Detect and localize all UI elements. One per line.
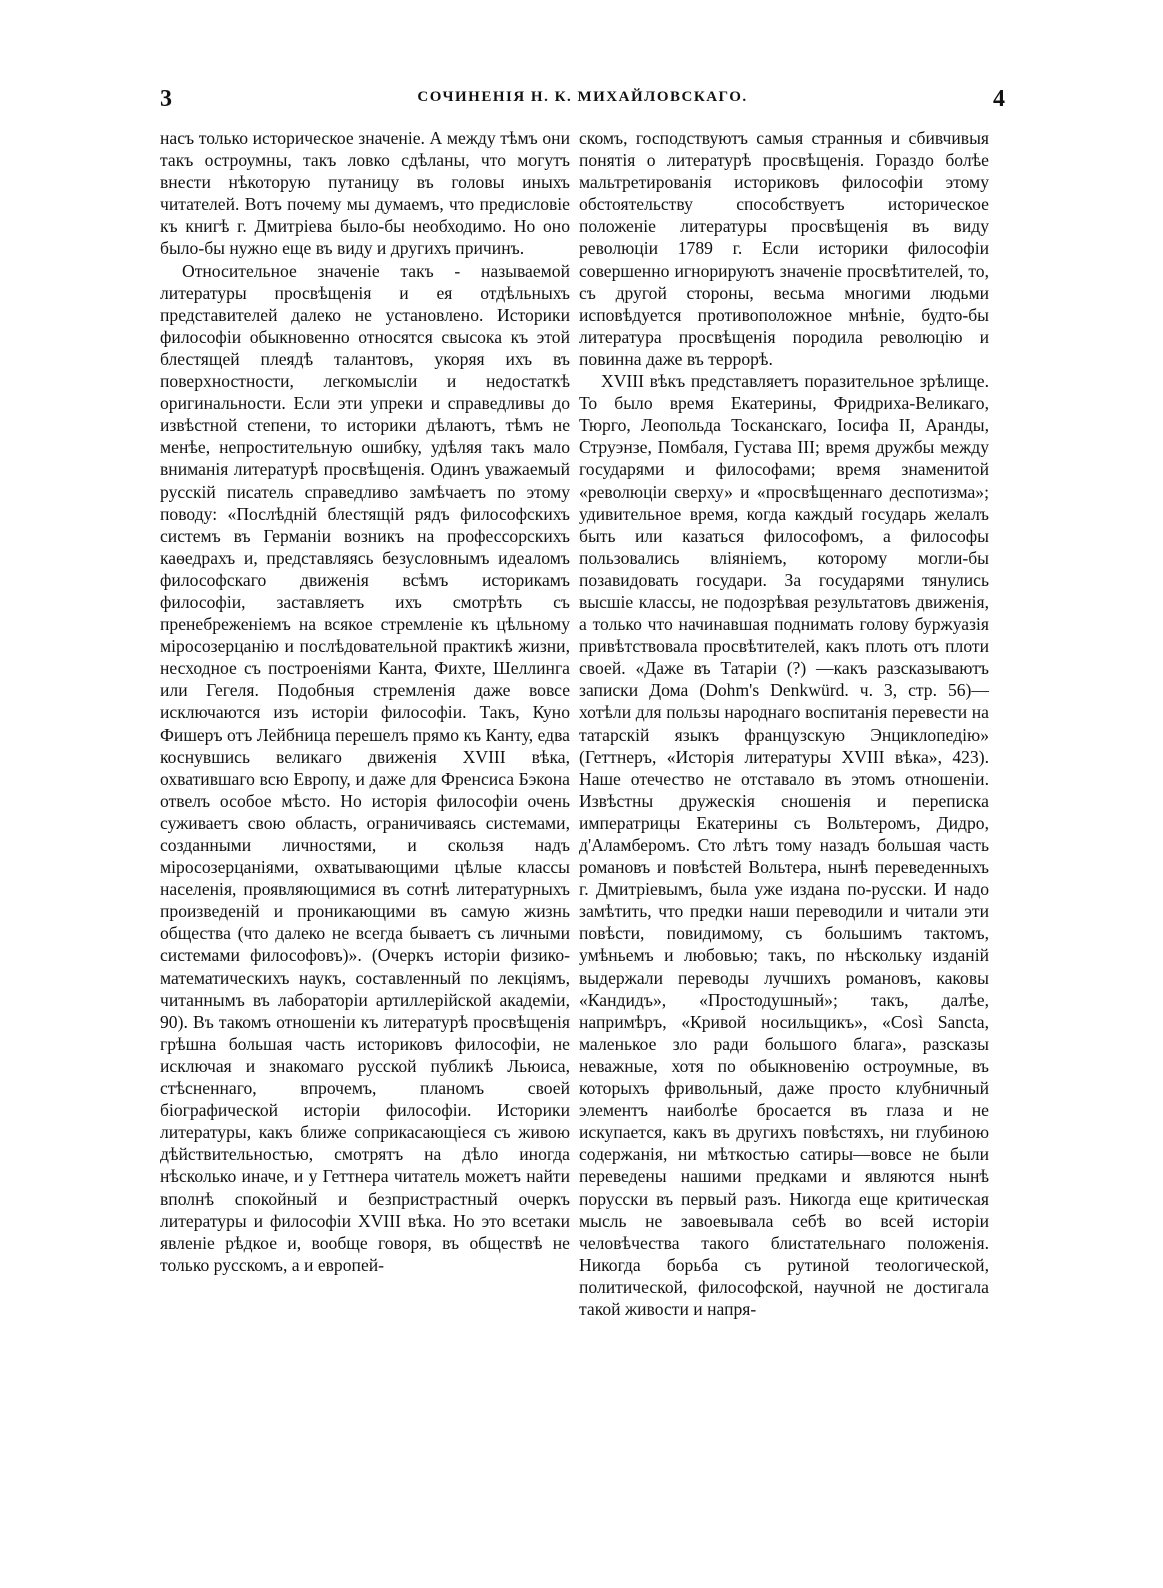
right-paragraph-2: XVIII вѣкъ представляетъ поразительное зрѣлище. То было время Екатерины, Фридриха-Великаго, Тюрго, Леопольда Тосканскаго, Іосифа II, Аранды, Струэнзе, Помбаля, Густава III; время дружбы между государями и философами; время знаменитой «революціи сверху» и «просвѣщеннаго деспотизма»; удивительное время, когда каждый государь желалъ быть или казаться философомъ, а философы пользовались вліяніемъ, которому могли-бы позавидовать государи. За государями тянулись высшіе классы, не подозрѣвая результатовъ движенія, а только что начинавшая поднимать голову буржуазія привѣтствовала просвѣтителей, какъ плоть отъ плоти своей. «Даже въ Татаріи (?) —какъ разсказываютъ записки Дома (Dohm's Denkwürd. ч. 3, стр. 56)—хотѣли для пользы народнаго воспитанія перевести на татарскій языкъ французскую Энциклопедію» (Геттнеръ, «Исторія литературы XVIII вѣка», 423). Наше отечество не отставало въ этомъ отношеніи. Извѣстны дружескія сношенія и переписка императрицы Екатерины съ Вольтеромъ, Дидро, д'Аламберомъ. Сто лѣтъ тому назадъ большая часть романовъ и повѣстей Вольтера, нынѣ переведенныхъ г. Дмитріевымъ, была уже издана по-русски. И надо замѣтить, что предки наши переводили и читали эти повѣсти, повидимому, съ большимъ тактомъ, умѣньемъ и любовью; такъ, по нѣскольку изданій выдержали переводы лучшихъ романовъ, каковы «Кандидъ», «Простодушный»; такъ, далѣе, напримѣръ, «Кривой носильщикъ», «Così Sancta, маленькое зло ради большого блага», разсказы неважные, хотя по обыкновенію остроумные, въ которыхъ фривольный, даже просто клубничный элементъ наиболѣе бросается въ глаза и не искупается, какъ въ другихъ повѣстяхъ, ни глубиною содержанія, ни мѣткостью сатиры—вовсе не были переведены нашими предками и являются нынѣ порусски въ первый разъ. Никогда еще критическая мысль не завоевывала себѣ во всей исторіи человѣчества такого блистательнаго положенія. Никогда борьба съ рутиной теологической, политической, философской, научной не достигала такой живости и напря-: [579, 371, 989, 1319]
right-page-number: 4: [993, 86, 1005, 112]
left-paragraph-2: Относительное значеніе такъ - называемой литературы просвѣщенія и ея отдѣльныхъ представителей далеко не установлено. Историки философіи обыкновенно относятся свысока къ этой блестящей плеядѣ талантовъ, укоряя ихъ въ поверхностности, легкомысліи и недостаткѣ оригинальности. Если эти упреки и справедливы до извѣстной степени, то историки дѣлаютъ, тѣмъ не менѣе, непростительную ошибку, удѣляя такъ мало вниманія литературѣ просвѣщенія. Одинъ уважаемый русскій писатель справедливо замѣчаетъ по этому поводу: «Послѣдній блестящій рядъ философскихъ системъ въ Германіи возникъ на профессорскихъ каѳедрахъ и, представляясь безусловнымъ идеаломъ философскаго движенія всѣмъ историкамъ философіи, заставляетъ ихъ смотрѣть съ пренебреженіемъ на всякое стремленіе къ цѣльному міросозерцанію и послѣдовательной практикѣ жизни, несходное съ построеніями Канта, Фихте, Шеллинга или Гегеля. Подобныя стремленія даже вовсе исключаются изъ исторіи философіи. Такъ, Куно Фишеръ отъ Лейбница перешелъ прямо къ Канту, едва коснувшись великаго движенія XVIII вѣка, охватившаго всю Европу, и даже для Френсиса Бэкона отвелъ особое мѣсто. Но исторія философіи очень суживаетъ свою область, ограничиваясь системами, созданными личностями, и скользя надъ міросозерцаніями, охватывающими цѣлые классы населенія, проявляющимися въ сотнѣ литературныхъ произведеній и проникающими въ самую жизнь общества (что далеко не всегда бываетъ съ личными системами философовъ)». (Очеркъ исторіи физико-математическихъ наукъ, составленный по лекціямъ, читаннымъ въ лабораторіи артиллерійской академіи, 90). Въ такомъ отношеніи къ литературѣ просвѣщенія грѣшна большая часть историковъ философіи, не исключая и знакомаго русской публикѣ Льюиса, стѣсненнаго, впрочемъ, планомъ своей біографической исторіи философіи. Историки литературы, какъ ближе соприкасающіеся съ живою дѣйствительностью, смотрятъ на дѣло иногда нѣсколько иначе, и у Геттнера читатель можетъ найти вполнѣ спокойный и безпристрастный очеркъ литературы и философіи XVIII вѣка. Но это всетаки явленіе рѣдкое и, вообще говоря, въ обществѣ не только русскомъ, а и европей-: [160, 260, 570, 1275]
left-text-column: [160, 127, 570, 1522]
left-page-number: 3: [160, 86, 172, 112]
right-paragraph-1: скомъ, господствуютъ самыя странныя и сбивчивыя понятія о литературѣ просвѣщенія. Гораздо болѣе мальтретированія историковъ философіи этому обстоятельству способствуетъ историческое положеніе литературы просвѣщенія въ виду революціи 1789 г. Если историки философіи совершенно игнорируютъ значеніе просвѣтителей, то, съ другой стороны, весьма многими людьми исповѣдуется противоположное мнѣніе, будто-бы литература просвѣщенія породила революцію и повинна даже въ террорѣ.: [579, 128, 989, 369]
left-paragraph-1: насъ только историческое значеніе. А между тѣмъ они такъ остроумны, такъ ловко сдѣланы, что могутъ внести нѣкоторую путаницу въ головы иныхъ читателей. Вотъ почему мы думаемъ, что предисловіе къ книгѣ г. Дмитріева было-бы необходимо. Но оно было-бы нужно еще въ виду и другихъ причинъ.: [160, 128, 570, 259]
running-title: СОЧИНЕНІЯ Н. К. МИХАЙЛОВСКАГО.: [417, 89, 748, 105]
running-header: [160, 84, 1005, 114]
right-text-column: [579, 127, 989, 1522]
